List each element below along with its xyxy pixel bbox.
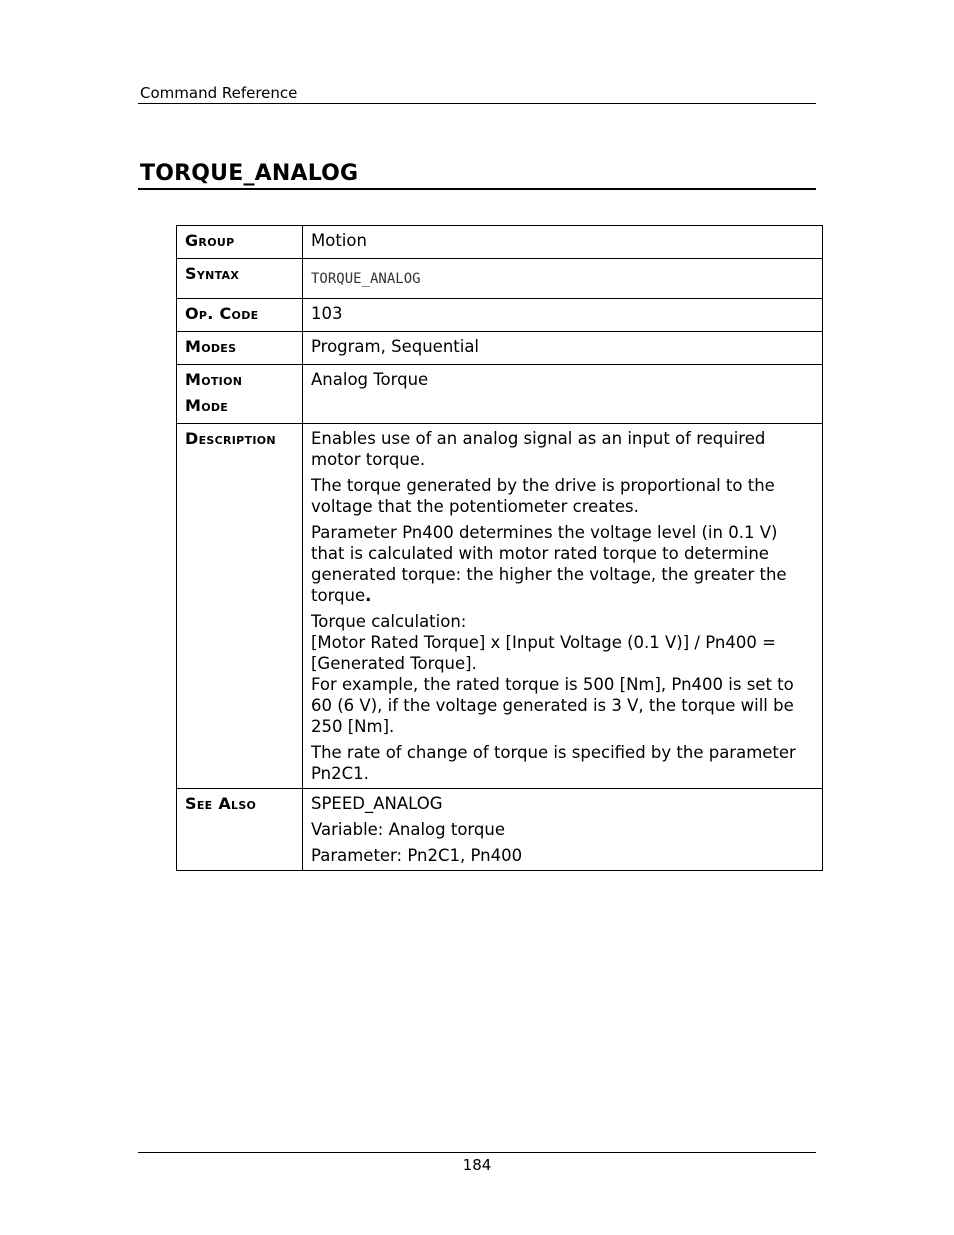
modes-label: Modes xyxy=(177,332,303,365)
see-also-item: SPEED_ANALOG xyxy=(311,794,443,813)
row-opcode xyxy=(177,299,823,332)
see-also-item: Parameter: Pn2C1, Pn400 xyxy=(311,846,523,865)
description-label: Description xyxy=(177,424,303,789)
group-value: Motion xyxy=(303,226,823,259)
description-text: Parameter Pn400 determines the voltage level (in 0.1 V) that is calculated with motor rated torque to determine generated torque: the higher the voltage, the greater the torque xyxy=(311,523,787,605)
see-also-item: Variable: Analog torque xyxy=(311,820,506,839)
row-group xyxy=(177,226,823,259)
opcode-value: 103 xyxy=(303,299,823,332)
see-also-value xyxy=(303,789,823,871)
opcode-label: Op. Code xyxy=(177,299,303,332)
description-text-end: . xyxy=(365,586,372,605)
motion-mode-label xyxy=(177,365,303,424)
page-number: 184 xyxy=(462,1156,492,1174)
description-paragraph xyxy=(311,522,814,606)
command-reference-table xyxy=(176,225,823,871)
modes-value: Program, Sequential xyxy=(303,332,823,365)
torque-calculation-heading: Torque calculation: xyxy=(311,612,467,631)
title-rule xyxy=(138,188,816,190)
row-description xyxy=(177,424,823,789)
torque-calculation-example: For example, the rated torque is 500 [Nm], Pn400 is set to 60 (6 V), if the voltage generated is 3 V, the torque will be 250 [Nm]. xyxy=(311,675,794,736)
row-syntax xyxy=(177,259,823,299)
description-paragraph: The rate of change of torque is specified by the parameter Pn2C1. xyxy=(311,743,796,783)
description-paragraph: Enables use of an analog signal as an input of required motor torque. xyxy=(311,429,766,469)
motion-mode-value: Analog Torque xyxy=(303,365,823,424)
row-modes xyxy=(177,332,823,365)
torque-calculation-paragraph xyxy=(311,611,814,737)
motion-mode-label-line2: Mode xyxy=(185,396,229,415)
page-title: TORQUE_ANALOG xyxy=(140,161,359,186)
syntax-value-cell xyxy=(303,259,823,299)
row-see-also xyxy=(177,789,823,871)
syntax-value: TORQUE_ANALOG xyxy=(311,271,421,287)
running-header: Command Reference xyxy=(140,84,298,102)
header-rule xyxy=(138,103,816,104)
syntax-label: Syntax xyxy=(177,259,303,299)
description-value xyxy=(303,424,823,789)
row-motion-mode xyxy=(177,365,823,424)
group-label: Group xyxy=(177,226,303,259)
description-paragraph: The torque generated by the drive is proportional to the voltage that the potentiometer creates. xyxy=(311,476,775,516)
motion-mode-label-line1: Motion xyxy=(185,370,243,389)
torque-calculation-formula: [Motor Rated Torque] x [Input Voltage (0.1 V)] / Pn400 = [Generated Torque]. xyxy=(311,633,776,673)
see-also-label: See Also xyxy=(177,789,303,871)
footer-rule xyxy=(138,1152,816,1153)
